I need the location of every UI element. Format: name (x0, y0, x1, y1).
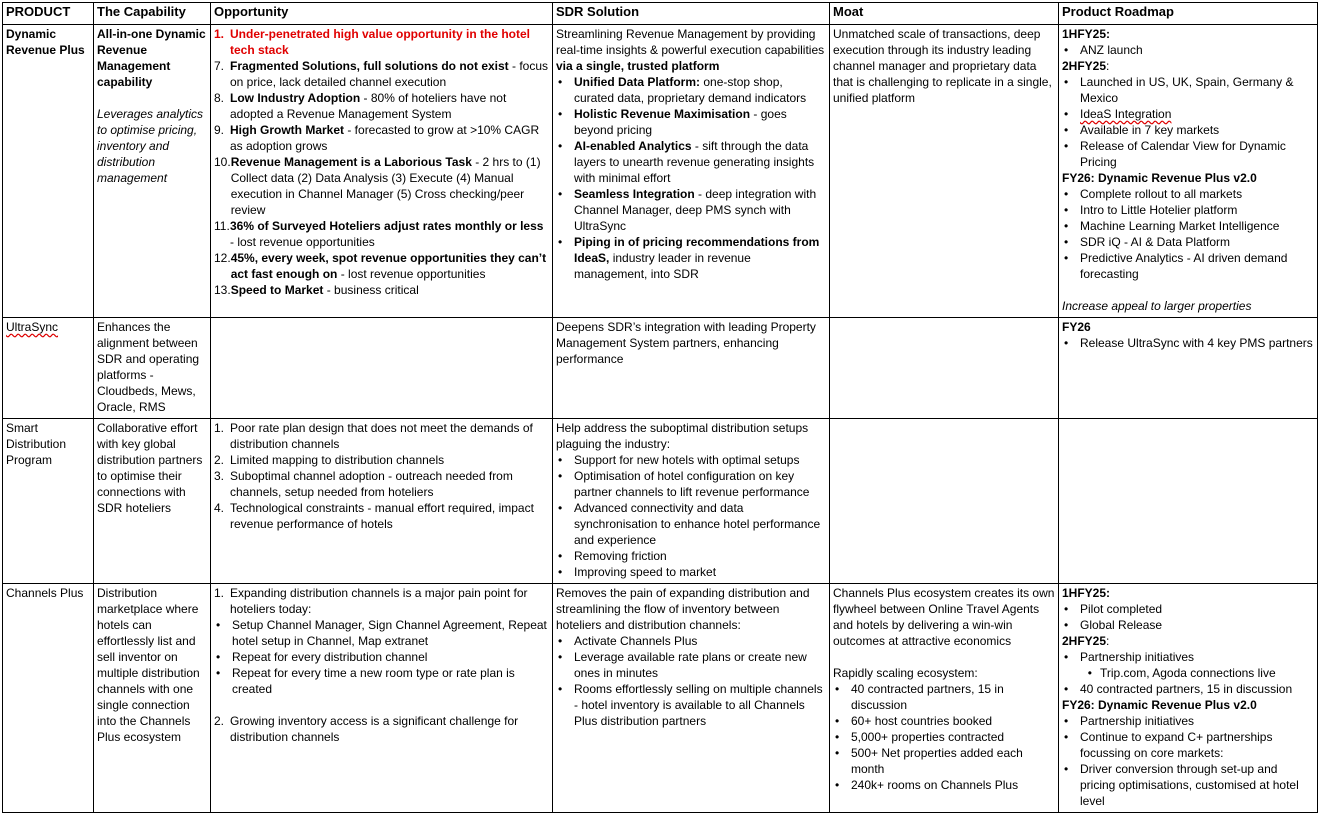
list-item: • SDR iQ - AI & Data Platform (1064, 235, 1231, 249)
header-opportunity: Opportunity (211, 3, 553, 25)
bullet-icon: • (1064, 235, 1069, 249)
moat-cell (830, 584, 1059, 813)
list-item: • Piping in of pricing recommendations from IdeaS, industry leader in revenue management, into SDR (558, 235, 820, 281)
bullet-icon: • (835, 682, 840, 696)
list-item: • 60+ host countries booked (835, 714, 993, 728)
bullet-icon: • (558, 139, 563, 153)
bullet-icon: • (1064, 714, 1069, 728)
table-row (3, 419, 1318, 584)
bullet-icon: • (558, 469, 563, 483)
product-table (2, 2, 1318, 813)
capability-cell: Enhances the alignment between SDR and operating platforms - Cloudbeds, Mews, Oracle, RMS (94, 318, 211, 419)
bullet-icon: • (558, 75, 563, 89)
roadmap-period: 2HFY25: (1062, 59, 1110, 73)
list-item: • Predictive Analytics - AI driven demand forecasting (1064, 251, 1288, 281)
bullet-icon: • (216, 650, 221, 664)
roadmap-cell (1059, 584, 1318, 813)
roadmap-period: FY26: Dynamic Revenue Plus v2.0 (1062, 698, 1257, 712)
list-item: • Seamless Integration - deep integration with Channel Manager, deep PMS synch with UltraSync (558, 187, 817, 233)
bullet-icon: • (1064, 75, 1069, 89)
list-item: • IdeaS Integration (1064, 107, 1172, 121)
table-row (3, 584, 1318, 813)
bullet-icon: • (1087, 666, 1092, 680)
solution-intro: Removes the pain of expanding distribution and streamlining the flow of inventory between hoteliers and distribution channels: (556, 586, 810, 632)
list-item: 1. Expanding distribution channels is a major pain point for hoteliers today: (214, 586, 528, 616)
bullet-icon: • (558, 650, 563, 664)
list-item: • AI-enabled Analytics - sift through the data layers to unearth revenue generating insights with minimal effort (558, 139, 815, 185)
list-item: • 40 contracted partners, 15 in discussion (835, 682, 1004, 712)
moat-cell (830, 318, 1059, 419)
solution-intro: Streamlining Revenue Management by providing real-time insights & powerful execution capabilities via a single, trusted platform (556, 27, 825, 73)
bullet-icon: • (558, 501, 563, 515)
list-item: • Setup Channel Manager, Sign Channel Agreement, Repeat hotel setup in Channel, Map extranet (216, 618, 547, 648)
bullet-icon: • (1064, 203, 1069, 217)
list-item: • Continue to expand C+ partnerships focussing on core markets: (1064, 730, 1273, 760)
list-item: • Leverage available rate plans or create new ones in minutes (558, 650, 807, 680)
solution-cell (553, 25, 830, 318)
list-item: • 5,000+ properties contracted (835, 730, 1005, 744)
bullet-icon: • (1064, 762, 1069, 776)
bullet-icon: • (835, 746, 840, 760)
list-item: • Trip.com, Agoda connections live (1062, 665, 1314, 681)
list-item: • 500+ Net properties added each month (835, 746, 1023, 776)
list-item: • Removing friction (558, 549, 667, 563)
list-item: 2. Growing inventory access is a significant challenge for distribution channels (214, 714, 519, 744)
table-row (3, 318, 1318, 419)
bullet-icon: • (1064, 251, 1069, 265)
opportunity-cell (211, 419, 553, 584)
list-item: 9. High Growth Market - forecasted to grow at >10% CAGR as adoption grows (214, 123, 540, 153)
list-item: • Improving speed to market (558, 565, 717, 579)
bullet-icon: • (558, 453, 563, 467)
bullet-icon: • (558, 549, 563, 563)
bullet-icon: • (558, 565, 563, 579)
moat-cell: Unmatched scale of transactions, deep execution through its industry leading channel manager and proprietary data that is challenging to replicate in a single, unified platform (830, 25, 1059, 318)
list-item: • Driver conversion through set-up and pricing optimisations, customised at hotel level (1064, 762, 1299, 808)
list-item: • ANZ launch (1064, 43, 1143, 57)
list-item: • Complete rollout to all markets (1064, 187, 1243, 201)
header-moat: Moat (830, 3, 1059, 25)
list-item: • 40 contracted partners, 15 in discussion (1064, 682, 1293, 696)
bullet-icon: • (835, 730, 840, 744)
list-item: 4. Technological constraints - manual effort required, impact revenue performance of hotels (214, 501, 534, 531)
bullet-icon: • (558, 187, 563, 201)
capability-cell: Distribution marketplace where hotels can effortlessly list and sell inventor on multiple distribution channels with one single connection into the Channels Plus ecosystem (94, 584, 211, 813)
list-item: • Release of Calendar View for Dynamic Pricing (1064, 139, 1286, 169)
bullet-icon: • (558, 634, 563, 648)
capability-title: All-in-one Dynamic Revenue Management capability (97, 27, 206, 89)
bullet-icon: • (835, 778, 840, 792)
list-item: • Pilot completed (1064, 602, 1163, 616)
list-item: • Support for new hotels with optimal setups (558, 453, 800, 467)
list-item: • Machine Learning Market Intelligence (1064, 219, 1280, 233)
list-item: 13. Speed to Market - business critical (214, 283, 419, 297)
header-sdr-solution: SDR Solution (553, 3, 830, 25)
product-name: Smart Distribution Program (3, 419, 94, 584)
list-item: 8. Low Industry Adoption - 80% of hoteliers have not adopted a Revenue Management System (214, 91, 507, 121)
roadmap-cell (1059, 318, 1318, 419)
list-item: 11. 36% of Surveyed Hoteliers adjust rates monthly or less - lost revenue opportunities (214, 219, 544, 249)
list-item: • Repeat for every distribution channel (216, 650, 428, 664)
product-name: UltraSync (3, 318, 94, 419)
bullet-icon: • (558, 235, 563, 249)
solution-cell (553, 419, 830, 584)
roadmap-note: Increase appeal to larger properties (1062, 299, 1252, 313)
roadmap-cell (1059, 419, 1318, 584)
bullet-icon: • (558, 682, 563, 696)
capability-description: Leverages analytics to optimise pricing, inventory and distribution management (97, 107, 204, 185)
header-capability: The Capability (94, 3, 211, 25)
bullet-icon: • (216, 666, 221, 680)
bullet-icon: • (1064, 219, 1069, 233)
roadmap-period: 1HFY25: (1062, 586, 1111, 600)
moat-intro: Channels Plus ecosystem creates its own flywheel between Online Travel Agents and hotels by delivering a win-win outcomes at attractive economics (833, 586, 1055, 648)
header-product: PRODUCT (3, 3, 94, 25)
opportunity-cell (211, 318, 553, 419)
bullet-icon: • (1064, 336, 1069, 350)
list-item: • Activate Channels Plus (558, 634, 698, 648)
list-item: • Holistic Revenue Maximisation - goes beyond pricing (558, 107, 787, 137)
roadmap-period: FY26 (1062, 320, 1091, 334)
list-item: • Partnership initiatives (1064, 714, 1195, 728)
list-item: • Repeat for every time a new room type or rate plan is created (216, 666, 515, 696)
list-item: 3. Suboptimal channel adoption - outreach needed from channels, setup needed from hoteliers (214, 469, 513, 499)
product-name: Channels Plus (3, 584, 94, 813)
opportunity-cell (211, 25, 553, 318)
table-row (3, 25, 1318, 318)
bullet-icon: • (1064, 730, 1069, 744)
bullet-icon: • (1064, 650, 1069, 664)
bullet-icon: • (835, 714, 840, 728)
list-item: • Partnership initiatives (1064, 650, 1195, 664)
roadmap-period: FY26: Dynamic Revenue Plus v2.0 (1062, 171, 1257, 185)
list-item: • Launched in US, UK, Spain, Germany & Mexico (1064, 75, 1294, 105)
list-item: • Unified Data Platform: one-stop shop, curated data, proprietary demand indicators (558, 75, 807, 105)
roadmap-period: 1HFY25: (1062, 27, 1111, 41)
list-item: 7. Fragmented Solutions, full solutions do not exist - focus on price, lack detailed channel execution (214, 59, 549, 89)
list-item: 1. Under-penetrated high value opportunity in the hotel tech stack (214, 27, 531, 57)
list-item: • Rooms effortlessly selling on multiple channels - hotel inventory is available to all Channels Plus distribution partners (558, 682, 823, 728)
roadmap-cell (1059, 25, 1318, 318)
bullet-icon: • (216, 618, 221, 632)
header-product-roadmap: Product Roadmap (1059, 3, 1318, 25)
list-item: 1. Poor rate plan design that does not meet the demands of distribution channels (214, 421, 533, 451)
bullet-icon: • (1064, 618, 1069, 632)
bullet-icon: • (1064, 139, 1069, 153)
moat-subheading: Rapidly scaling ecosystem: (833, 666, 978, 680)
list-item: • Advanced connectivity and data synchronisation to enhance hotel performance and experience (558, 501, 821, 547)
list-item: 12. 45%, every week, spot revenue opportunities they can’t act fast enough on - lost revenue opportunities (214, 251, 547, 281)
opportunity-cell (211, 584, 553, 813)
solution-cell (553, 584, 830, 813)
list-item: • 240k+ rooms on Channels Plus (835, 778, 1019, 792)
list-item: • Release UltraSync with 4 key PMS partners (1064, 336, 1313, 350)
bullet-icon: • (1064, 602, 1069, 616)
bullet-icon: • (1064, 43, 1069, 57)
capability-cell (94, 25, 211, 318)
bullet-icon: • (1064, 682, 1069, 696)
solution-intro: Help address the suboptimal distribution setups plaguing the industry: (556, 421, 809, 451)
product-name: Dynamic Revenue Plus (3, 25, 94, 318)
list-item: • Global Release (1064, 618, 1163, 632)
bullet-icon: • (1064, 187, 1069, 201)
capability-cell: Collaborative effort with key global distribution partners to optimise their connections with SDR hoteliers (94, 419, 211, 584)
list-item: • Intro to Little Hotelier platform (1064, 203, 1238, 217)
list-item: • Available in 7 key markets (1064, 123, 1220, 137)
header-row (3, 3, 1318, 25)
list-item: 2. Limited mapping to distribution channels (214, 453, 445, 467)
moat-cell (830, 419, 1059, 584)
solution-cell: Deepens SDR’s integration with leading Property Management System partners, enhancing performance (553, 318, 830, 419)
list-item: • Optimisation of hotel configuration on key partner channels to lift revenue performance (558, 469, 810, 499)
bullet-icon: • (1064, 107, 1069, 121)
list-item: 10. Revenue Management is a Laborious Task - 2 hrs to (1) Collect data (2) Data Analysis (3) Execute (4) Manual execution in Channel Manager (5) Cross checking/peer review (214, 155, 541, 217)
bullet-icon: • (558, 107, 563, 121)
bullet-icon: • (1064, 123, 1069, 137)
roadmap-period: 2HFY25: (1062, 634, 1110, 648)
